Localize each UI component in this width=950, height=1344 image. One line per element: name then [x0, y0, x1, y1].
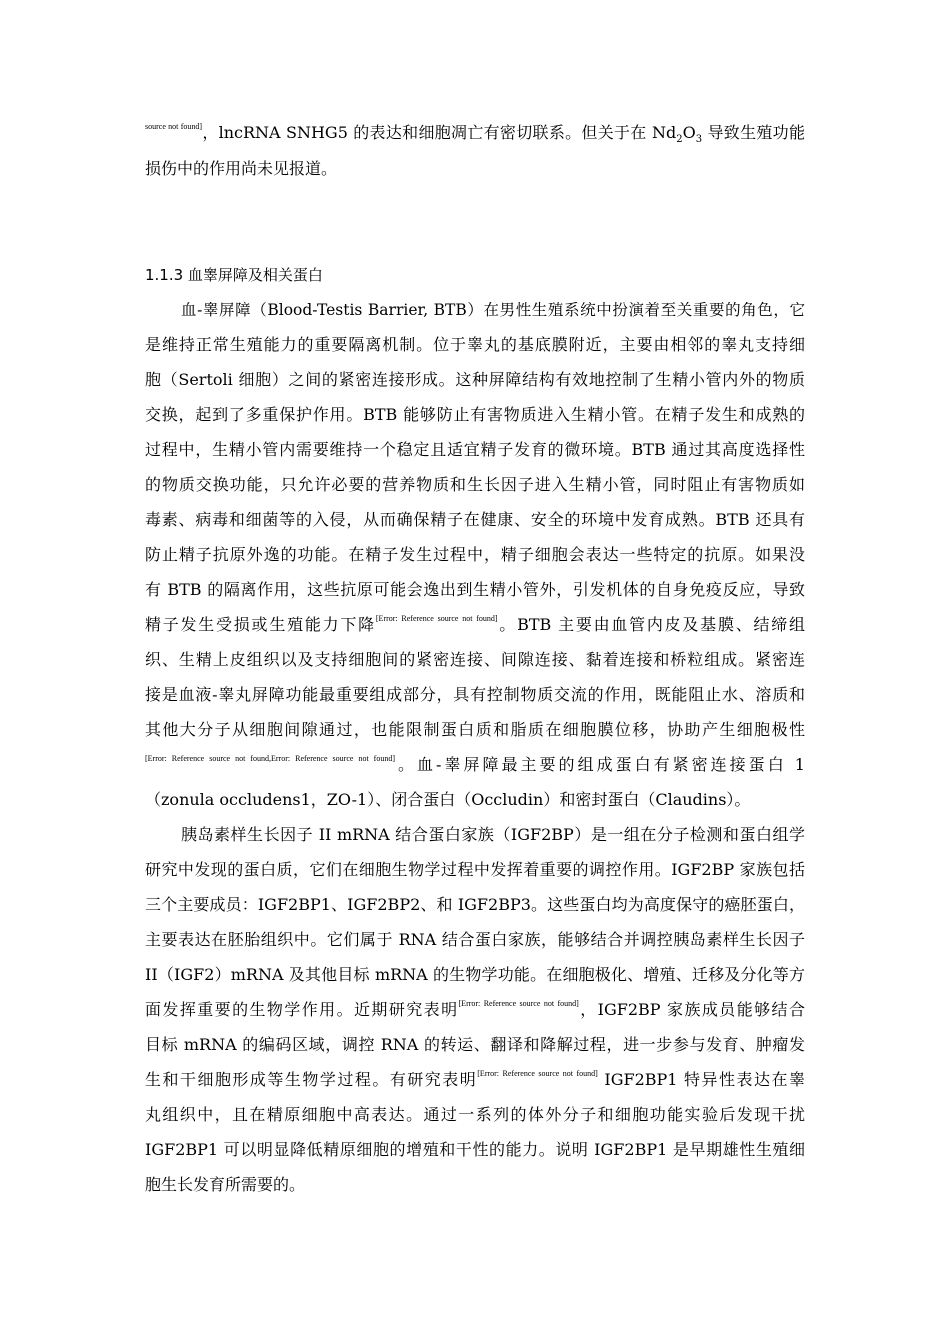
paragraph-line: 胞（Sertoli 细胞）之间的紧密连接形成。这种屏障结构有效地控制了生精小管内外的物质: [145, 370, 805, 389]
citation-error: [Error: Reference source not found]: [458, 999, 579, 1008]
citation-error: [Error: Reference source not found,Error: Reference source not found]: [145, 754, 396, 763]
citation-error: [Error: Reference source not found]: [375, 614, 498, 623]
paragraph-line: 是维持正常生殖能力的重要隔离机制。位于睾丸的基底膜附近，主要由相邻的睾丸支持细: [145, 335, 805, 354]
paragraph-line: 胞生长发育所需要的。: [145, 1175, 306, 1194]
paragraph-line: 主要表达在胚胎组织中。它们属于 RNA 结合蛋白家族，能够结合并调控胰岛素样生长因子: [145, 930, 805, 949]
paragraph-line: IGF2BP1 可以明显降低精原细胞的增殖和干性的能力。说明 IGF2BP1 是早期雄性生殖细: [145, 1140, 805, 1159]
paragraph-line: （zonula occludens1，ZO-1）、闭合蛋白（Occludin）和密封蛋白（Claudins）。: [145, 790, 751, 809]
paragraph-line: 面发挥重要的生物学作用。近期研究表明[Error: Reference source not found]，IGF2BP 家族成员能够结合: [145, 999, 805, 1019]
paragraph-line: 血-睾屏障（Blood-Testis Barrier, BTB）在男性生殖系统中扮演着至关重要的角色，它: [181, 301, 805, 319]
paragraph-line: 有 BTB 的隔离作用，这些抗原可能会逸出到生精小管外，引发机体的自身免疫反应，导致: [145, 580, 805, 599]
paragraph-line: 接是血液-睾丸屏障功能最重要组成部分，具有控制物质交流的作用，既能阻止水、溶质和: [145, 685, 805, 704]
paragraph-line: [Error: Reference source not found,Error: Reference source not found]。血-睾屏障最主要的组成蛋白有紧密连接蛋白 1: [145, 754, 805, 774]
paragraph-line: $^{source not found]}$，lncRNA SNHG5 的表达和细胞凋亡有密切联系。但关于在 $Nd_2O_3$ 导致生殖功能: [145, 122, 805, 146]
paragraph-line: 三个主要成员：IGF2BP1、IGF2BP2、和 IGF2BP3。这些蛋白均为高度保守的癌胚蛋白，: [145, 895, 805, 914]
paragraph-line: 防止精子抗原外逸的功能。在精子发生过程中，精子细胞会表达一些特定的抗原。如果没: [145, 545, 805, 564]
section-heading: 1.1.3 血睾屏障及相关蛋白: [145, 266, 323, 284]
paragraph-line: 研究中发现的蛋白质，它们在细胞生物学过程中发挥着重要的调控作用。IGF2BP 家族包括: [145, 860, 805, 879]
paragraph-line: 交换，起到了多重保护作用。BTB 能够防止有害物质进入生精小管。在精子发生和成熟的: [145, 405, 805, 424]
paragraph-line: 其他大分子从细胞间隙通过，也能限制蛋白质和脂质在细胞膜位移，协助产生细胞极性: [145, 720, 805, 739]
paragraph-line: II（IGF2）mRNA 及其他目标 mRNA 的生物学功能。在细胞极化、增殖、迁移及分化等方: [145, 965, 805, 984]
paragraph-line: 丸组织中，且在精原细胞中高表达。通过一系列的体外分子和细胞功能实验后发现干扰: [145, 1105, 805, 1124]
paragraph-line: 胰岛素样生长因子 II mRNA 结合蛋白家族（IGF2BP）是一组在分子检测和蛋白组学: [181, 825, 805, 844]
paragraph-line: 的物质交换功能，只允许必要的营养物质和生长因子进入生精小管，同时阻止有害物质如: [145, 475, 805, 494]
citation-error: source not found]: [145, 122, 203, 131]
paragraph-line: 精子发生受损或生殖能力下降[Error: Reference source not found]。BTB 主要由血管内皮及基膜、结缔组: [145, 614, 805, 634]
paragraph-line: 损伤中的作用尚未见报道。: [145, 159, 338, 178]
paragraph-line: 织、生精上皮组织以及支持细胞间的紧密连接、间隙连接、黏着连接和桥粒组成。紧密连: [145, 650, 805, 669]
paragraph-line: 生和干细胞形成等生物学过程。有研究表明[Error: Reference source not found] IGF2BP1 特异性表达在睾: [145, 1069, 805, 1089]
citation-error: [Error: Reference source not found]: [477, 1069, 598, 1078]
paragraph-line: 过程中，生精小管内需要维持一个稳定且适宜精子发育的微环境。BTB 通过其高度选择性: [145, 440, 805, 459]
paragraph-line: 目标 mRNA 的编码区域，调控 RNA 的转运、翻译和降解过程，进一步参与发育、肿瘤发: [145, 1035, 805, 1054]
paragraph-line: 毒素、病毒和细菌等的入侵，从而确保精子在健康、安全的环境中发育成熟。BTB 还具有: [145, 510, 805, 529]
